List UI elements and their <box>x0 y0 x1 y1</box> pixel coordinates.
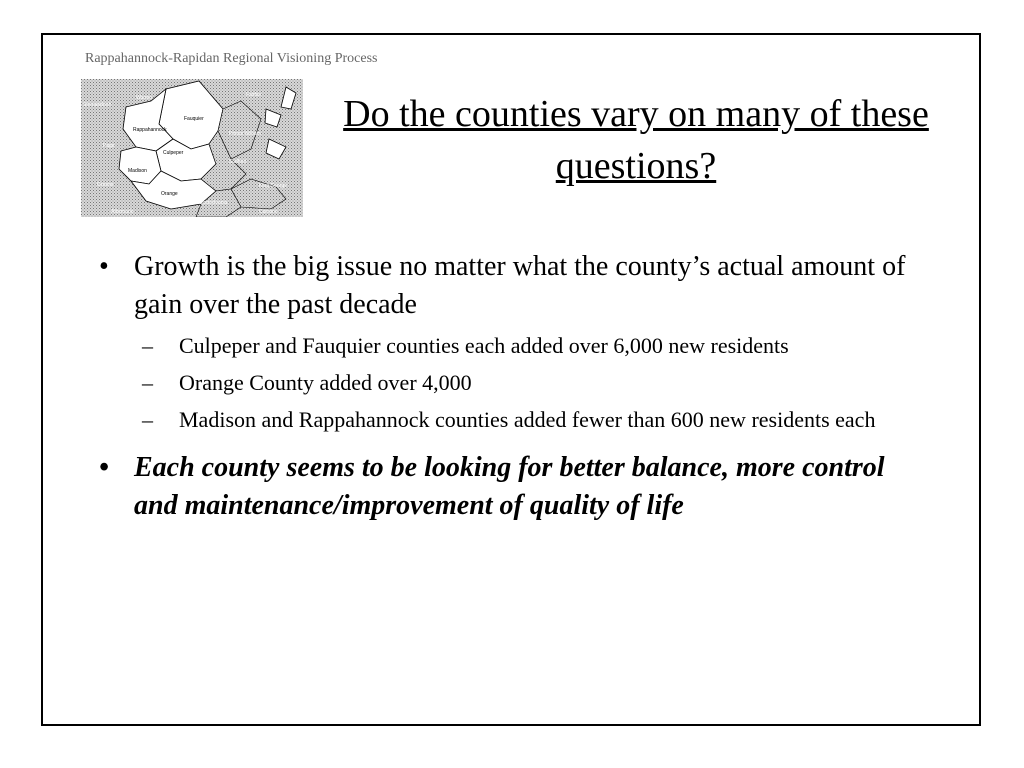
subbullet-mark: – <box>142 333 153 358</box>
bullet-text: Each county seems to be looking for better balance, more control and maintenance/improvement of quality of life <box>134 452 885 521</box>
bullet-mark: • <box>99 452 109 483</box>
header-text: Rappahannock-Rapidan Regional Visioning Process <box>85 51 378 66</box>
bullet-growth <box>96 248 956 324</box>
map-label-orange: Orange <box>161 191 178 197</box>
map-label-page: Page <box>103 143 115 149</box>
map-label-rappahannock: Rappahannock <box>133 127 167 133</box>
subbullet-orange <box>96 367 919 398</box>
map-label-stafford: Stafford <box>229 159 247 165</box>
map-label-king-george: King George <box>259 183 288 189</box>
bullet-mark: • <box>99 251 109 282</box>
slide-content <box>96 248 956 525</box>
subbullet-culpeper-fauquier <box>96 330 919 361</box>
bullet-balance <box>96 449 914 525</box>
map-label-madison: Madison <box>128 168 147 174</box>
map-label-prince-william: Prince William <box>229 131 261 137</box>
map-label-spotsylvania: Spotsylvania <box>199 200 228 206</box>
subbullet-mark: – <box>142 407 153 432</box>
map-label-culpeper: Culpeper <box>163 150 184 156</box>
map-label-fauquier: Fauquier <box>184 116 204 122</box>
subbullet-mark: – <box>142 370 153 395</box>
subbullet-madison-rappahannock <box>96 404 919 435</box>
map-label-greene: Greene <box>97 182 114 188</box>
map-label-warren: Warren <box>136 95 153 101</box>
map-label-fairfax: Fairfax <box>246 92 262 98</box>
subbullet-text: Orange County added over 4,000 <box>179 370 472 395</box>
map-label-albemarle: Albemarle <box>111 209 134 215</box>
subbullet-text: Madison and Rappahannock counties added fewer than 600 new residents each <box>179 407 876 432</box>
map-label-shenandoah: Shenandoah <box>83 102 112 108</box>
slide-title: Do the counties vary on many of these questions? <box>343 93 929 187</box>
county-map <box>81 79 303 217</box>
bullet-text: Growth is the big issue no matter what the county’s actual amount of gain over the past decade <box>134 251 906 320</box>
subbullet-text: Culpeper and Fauquier counties each added over 6,000 new residents <box>179 333 789 358</box>
map-label-caroline: Caroline <box>259 209 278 215</box>
